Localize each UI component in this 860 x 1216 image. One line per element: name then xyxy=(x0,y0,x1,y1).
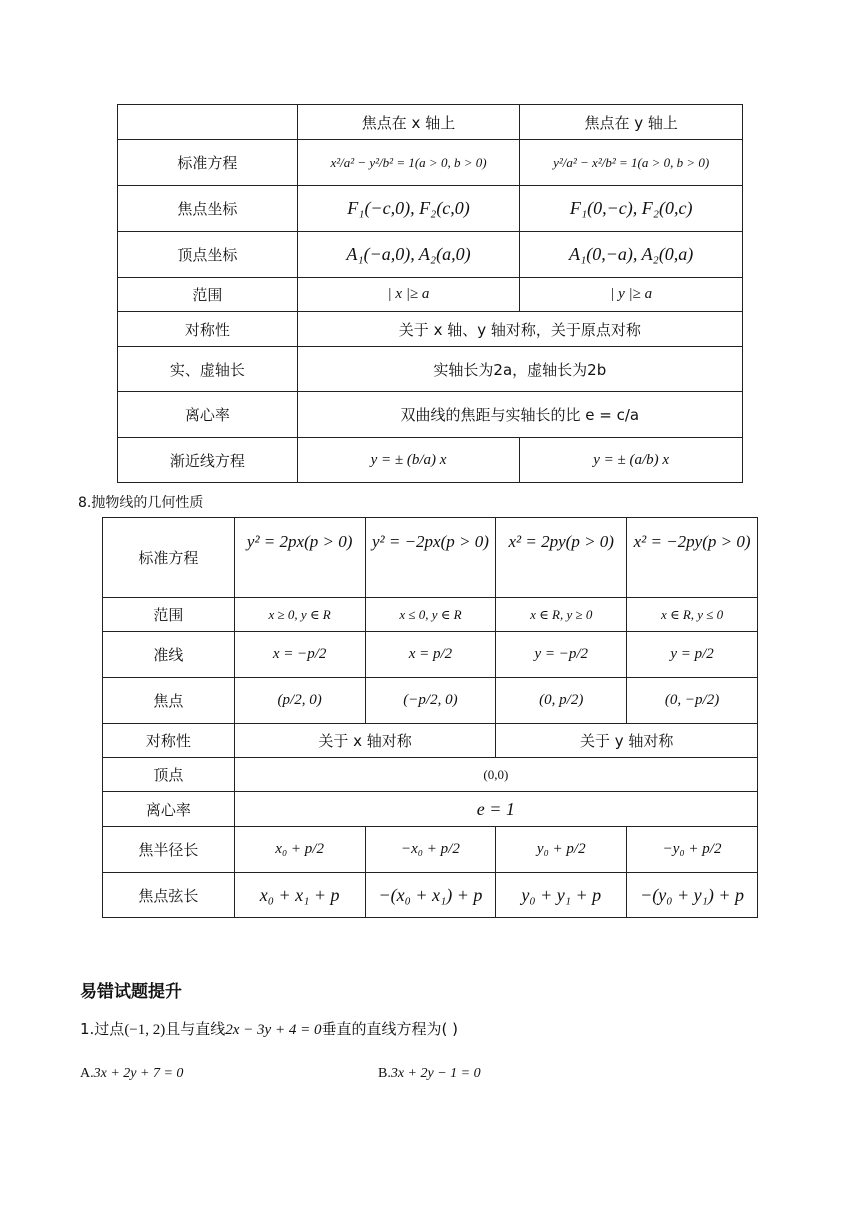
table-cell-spanning: 关于 x 轴对称 xyxy=(234,724,496,758)
table-cell: −(x₀ + x₁) + p xyxy=(365,873,496,918)
table-cell: y = −p/2 xyxy=(496,632,627,678)
row-label: 焦点坐标 xyxy=(118,186,298,232)
row-label: 标准方程 xyxy=(118,140,298,186)
table-cell-spanning: (0,0) xyxy=(234,758,757,792)
table-row xyxy=(118,278,743,312)
row-label: 实、虚轴长 xyxy=(118,347,298,392)
table-cell: A₁(−a,0), A₂(a,0) xyxy=(297,232,520,278)
table-row xyxy=(118,186,743,232)
table-cell: F₁(−c,0), F₂(c,0) xyxy=(297,186,520,232)
section-heading: 易错试题提升 xyxy=(80,982,182,1002)
table-cell: y = ± (a/b) x xyxy=(520,438,743,483)
table-row xyxy=(103,758,758,792)
option-expression: 3x + 2y − 1 = 0 xyxy=(390,1066,481,1081)
option-a[interactable] xyxy=(80,1066,183,1082)
table-row xyxy=(118,140,743,186)
parabola-properties-table xyxy=(102,517,758,918)
table-cell: x₀ + x₁ + p xyxy=(234,873,365,918)
hyperbola-properties-table xyxy=(117,104,743,483)
table-cell: x₀ + p/2 xyxy=(234,827,365,873)
question-point: (−1, 2) xyxy=(124,1022,166,1038)
table-cell: x ∈ R, y ≤ 0 xyxy=(627,598,758,632)
column-header-x-axis: 焦点在 x 轴上 xyxy=(297,105,520,140)
table-cell: x = −p/2 xyxy=(234,632,365,678)
table-corner-cell xyxy=(118,105,298,140)
row-label: 范围 xyxy=(103,598,235,632)
table-cell: −y₀ + p/2 xyxy=(627,827,758,873)
table-row xyxy=(103,724,758,758)
table-cell: | x |≥ a xyxy=(297,278,520,312)
table-cell-spanning: 关于 x 轴、y 轴对称，关于原点对称 xyxy=(297,312,742,347)
row-label: 顶点 xyxy=(103,758,235,792)
table-cell: x² = 2py(p > 0) xyxy=(496,518,627,598)
section-title: 8.抛物线的几何性质 xyxy=(78,495,204,511)
option-letter: A. xyxy=(80,1066,94,1081)
table-cell: y₀ + p/2 xyxy=(496,827,627,873)
table-row xyxy=(118,347,743,392)
table-cell: y = ± (b/a) x xyxy=(297,438,520,483)
table-cell: x ≤ 0, y ∈ R xyxy=(365,598,496,632)
question-prefix: 1.过点 xyxy=(80,1020,125,1038)
table-row xyxy=(103,827,758,873)
table-cell: x ∈ R, y ≥ 0 xyxy=(496,598,627,632)
table-cell-spanning: 实轴长为2a，虚轴长为2b xyxy=(297,347,742,392)
row-label: 焦半径长 xyxy=(103,827,235,873)
row-label: 顶点坐标 xyxy=(118,232,298,278)
question-1 xyxy=(80,1018,458,1039)
table-cell: −x₀ + p/2 xyxy=(365,827,496,873)
table-row xyxy=(118,438,743,483)
row-label: 范围 xyxy=(118,278,298,312)
table-row xyxy=(103,518,758,598)
table-cell: (0, −p/2) xyxy=(627,678,758,724)
table-cell-spanning: 关于 y 轴对称 xyxy=(496,724,758,758)
table-cell: y² = 2px(p > 0) xyxy=(234,518,365,598)
table-cell: x² = −2py(p > 0) xyxy=(627,518,758,598)
row-label: 离心率 xyxy=(103,792,235,827)
question-line-equation: 2x − 3y + 4 = 0 xyxy=(225,1022,322,1038)
row-label: 渐近线方程 xyxy=(118,438,298,483)
table-cell: F₁(0,−c), F₂(0,c) xyxy=(520,186,743,232)
row-label: 对称性 xyxy=(103,724,235,758)
question-suffix: 垂直的直线方程为( ) xyxy=(321,1020,458,1038)
table-row xyxy=(118,312,743,347)
option-expression: 3x + 2y + 7 = 0 xyxy=(93,1066,184,1081)
table-cell: | y |≥ a xyxy=(520,278,743,312)
column-header-y-axis: 焦点在 y 轴上 xyxy=(520,105,743,140)
row-label: 准线 xyxy=(103,632,235,678)
table-cell-spanning: e = 1 xyxy=(234,792,757,827)
table-cell: x = p/2 xyxy=(365,632,496,678)
option-letter: B. xyxy=(378,1066,391,1081)
table-cell-spanning: 双曲线的焦距与实轴长的比 e = c/a xyxy=(297,392,742,438)
table-cell: y = p/2 xyxy=(627,632,758,678)
row-label: 对称性 xyxy=(118,312,298,347)
table-cell: (p/2, 0) xyxy=(234,678,365,724)
option-b[interactable] xyxy=(378,1066,481,1082)
row-label: 标准方程 xyxy=(103,518,235,598)
table-row xyxy=(118,105,743,140)
table-cell: y² = −2px(p > 0) xyxy=(365,518,496,598)
table-row xyxy=(103,598,758,632)
question-middle: 且与直线 xyxy=(165,1020,226,1038)
row-label: 焦点弦长 xyxy=(103,873,235,918)
table-row xyxy=(103,678,758,724)
table-row xyxy=(103,792,758,827)
table-cell: x ≥ 0, y ∈ R xyxy=(234,598,365,632)
table-cell: y₀ + y₁ + p xyxy=(496,873,627,918)
table-row xyxy=(118,392,743,438)
table-cell: (−p/2, 0) xyxy=(365,678,496,724)
table-cell: (0, p/2) xyxy=(496,678,627,724)
table-row xyxy=(118,232,743,278)
table-row xyxy=(103,632,758,678)
table-cell: −(y₀ + y₁) + p xyxy=(627,873,758,918)
row-label: 焦点 xyxy=(103,678,235,724)
table-row xyxy=(103,873,758,918)
table-cell: A₁(0,−a), A₂(0,a) xyxy=(520,232,743,278)
table-cell: y²/a² − x²/b² = 1(a > 0, b > 0) xyxy=(520,140,743,186)
row-label: 离心率 xyxy=(118,392,298,438)
table-cell: x²/a² − y²/b² = 1(a > 0, b > 0) xyxy=(297,140,520,186)
